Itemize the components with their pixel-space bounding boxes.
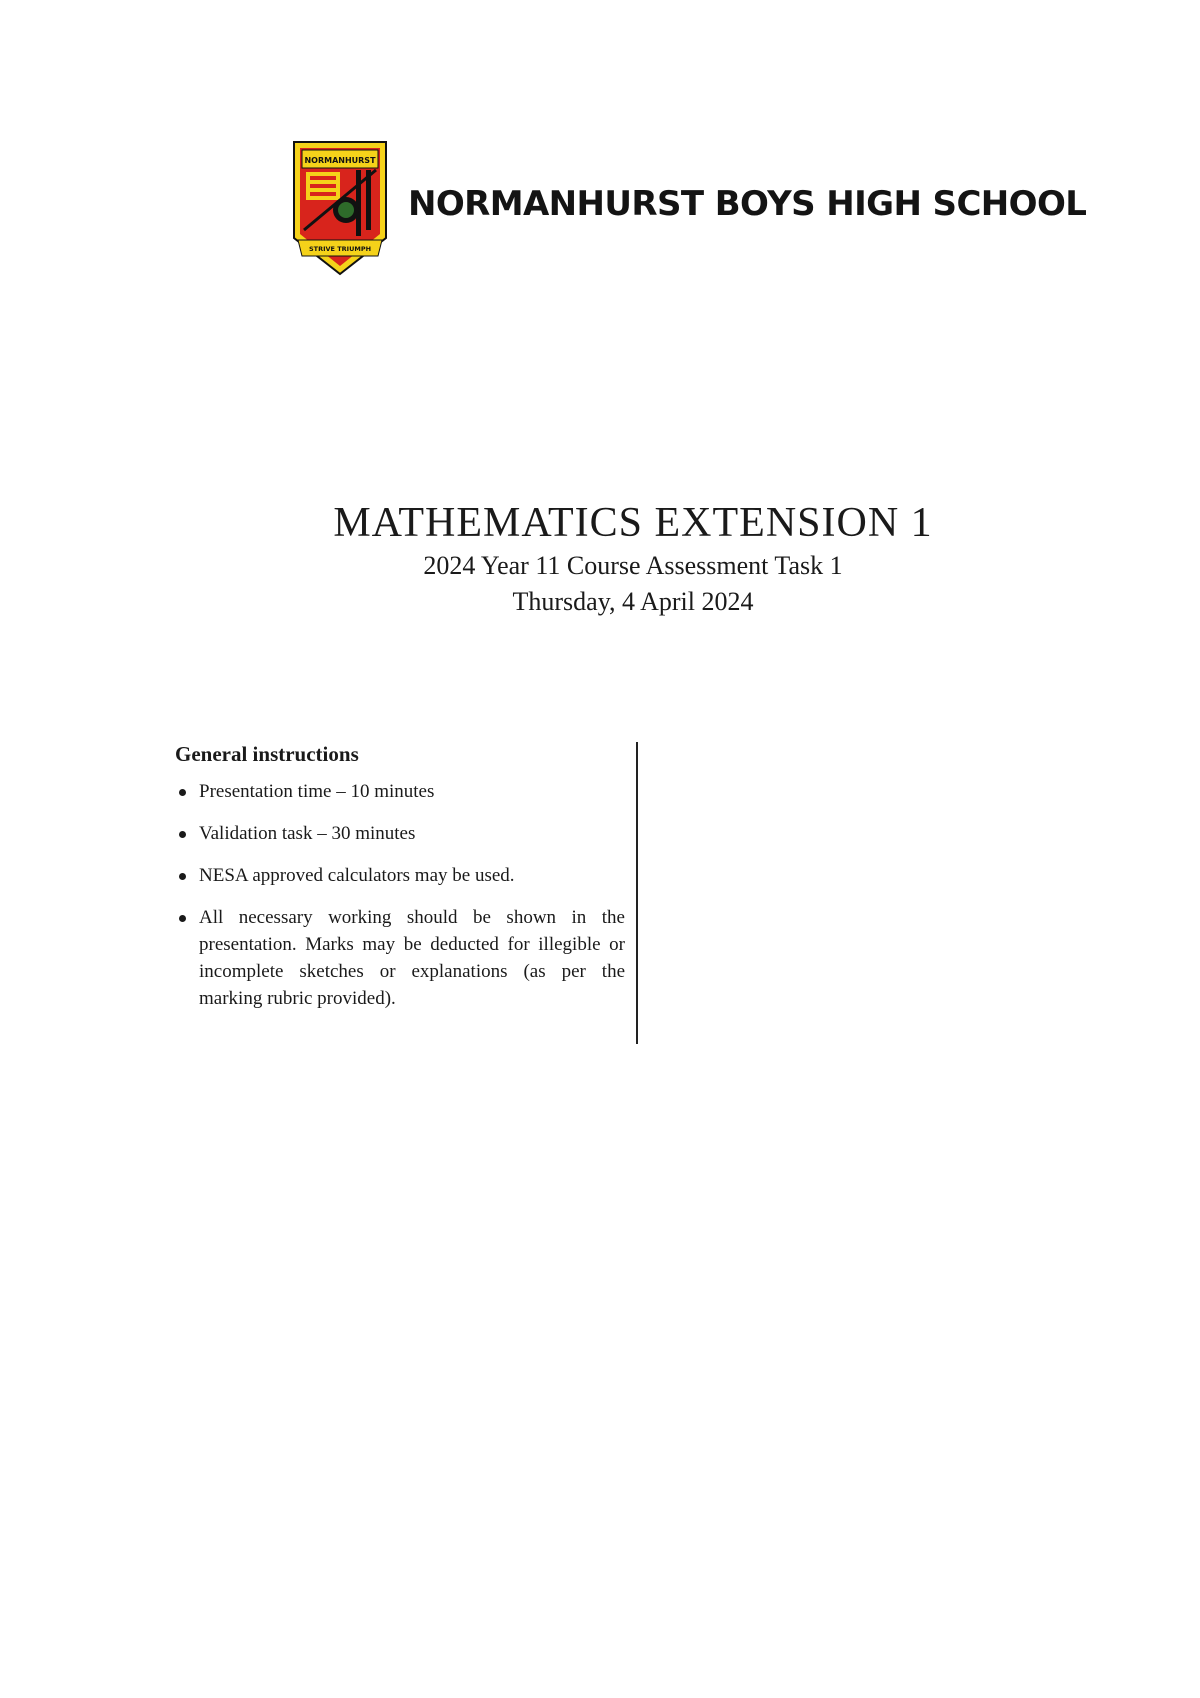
assessment-date: Thursday, 4 April 2024 — [512, 587, 754, 616]
school-header — [290, 140, 1087, 280]
list-item — [175, 904, 625, 1012]
school-name: NORMANHURST BOYS HIGH SCHOOL — [408, 184, 1087, 224]
list-item — [175, 862, 625, 889]
instructions-list — [175, 778, 625, 1012]
instruction-text: Presentation time – 10 minutes — [199, 781, 435, 802]
list-item — [175, 778, 625, 805]
svg-text:STRIVE TRIUMPH: STRIVE TRIUMPH — [308, 245, 372, 253]
instruction-text: All necessary working should be shown in the presentation. Marks may be deducted for illegible or incomplete sketches or explanations (as per the marking rubric provided). — [199, 907, 625, 1009]
bullet-icon — [179, 831, 186, 838]
instructions-heading: General instructions — [175, 742, 359, 766]
bullet-icon — [179, 915, 186, 922]
instruction-text: Validation task – 30 minutes — [199, 823, 416, 844]
svg-text:NORMANHURST: NORMANHURST — [304, 156, 376, 165]
course-title: MATHEMATICS EXTENSION 1 — [333, 500, 933, 546]
instruction-text: NESA approved calculators may be used. — [199, 865, 515, 886]
vertical-divider — [636, 742, 638, 1044]
general-instructions — [175, 740, 625, 1027]
list-item — [175, 820, 625, 847]
bullet-icon — [179, 873, 186, 880]
assessment-subtitle: 2024 Year 11 Course Assessment Task 1 — [423, 551, 843, 580]
bullet-icon — [179, 789, 186, 796]
school-crest-icon — [290, 140, 390, 276]
